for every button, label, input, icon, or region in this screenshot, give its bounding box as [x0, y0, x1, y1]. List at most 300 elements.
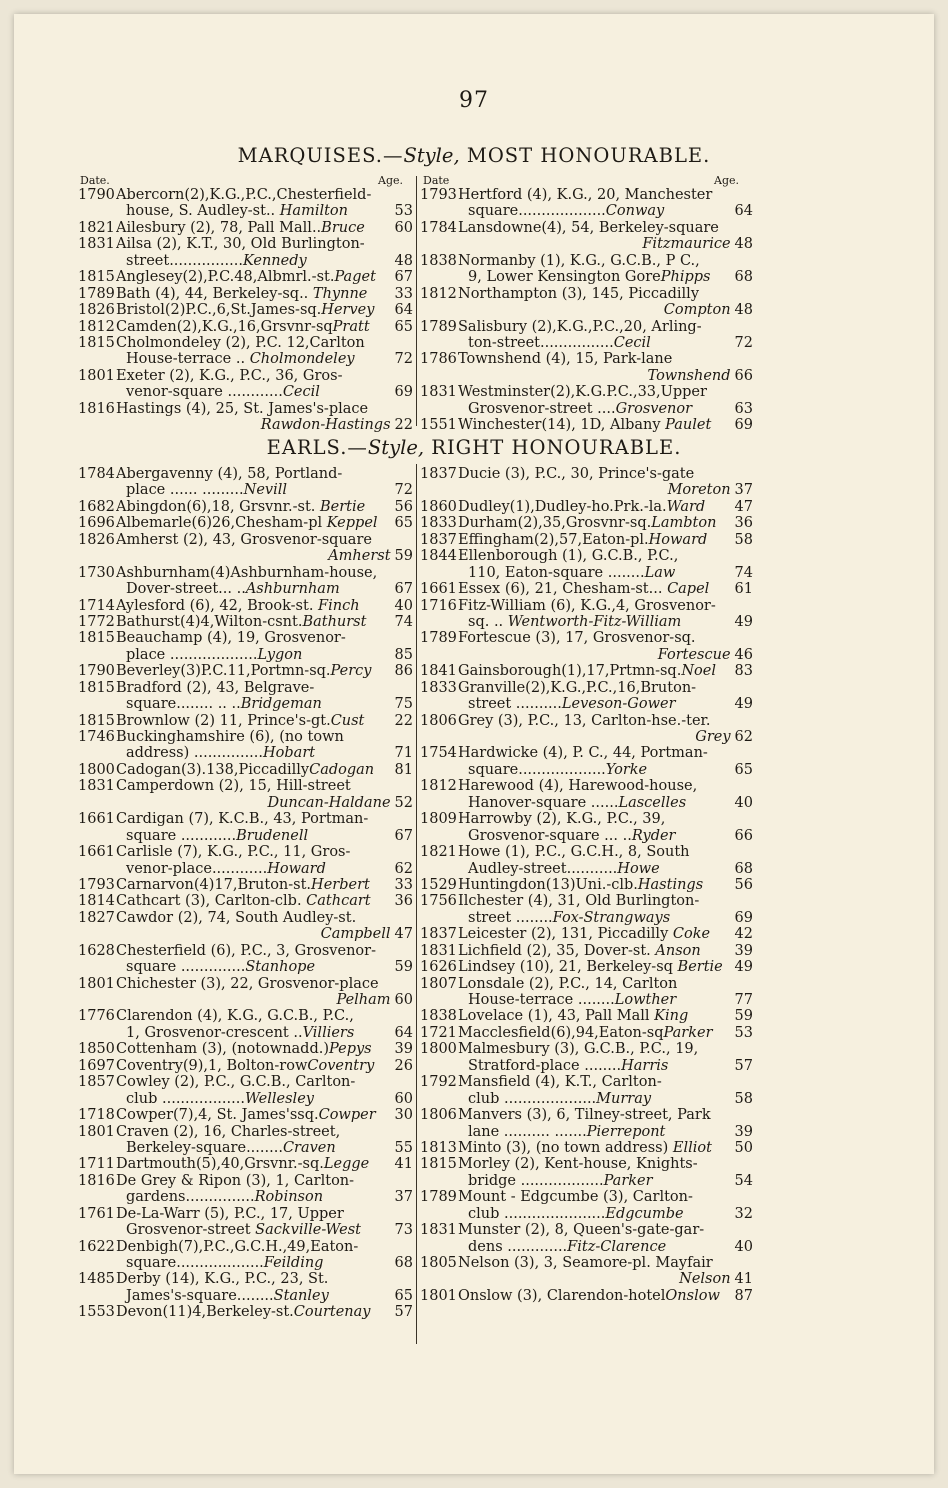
- marquises-style-word: Style,: [403, 144, 460, 167]
- entry-continuation: [420, 910, 753, 926]
- age: 52: [394, 794, 413, 811]
- entry-text: [458, 581, 731, 597]
- entry-line: [420, 745, 753, 761]
- creation-year: 1850: [78, 1041, 115, 1058]
- family-name: Cadogan: [309, 761, 375, 778]
- title-and-address: Beverley(3)P.C.11,Portmn-sq.: [116, 663, 331, 680]
- title-and-address: square...................: [126, 1255, 264, 1271]
- entry-continuation: [420, 236, 753, 252]
- entry-text: [116, 614, 391, 630]
- creation-year: 1682: [78, 498, 115, 515]
- family-name: Villiers: [302, 1024, 355, 1041]
- creation-year: 1838: [420, 1008, 457, 1025]
- age: 85: [394, 646, 413, 663]
- age: 47: [394, 926, 413, 943]
- title-and-address: Dudley(1),Dudley-ho.Prk.-la.: [458, 498, 667, 515]
- entry-line: [78, 499, 413, 515]
- creation-year: 1821: [78, 219, 115, 236]
- age: 55: [394, 1139, 413, 1156]
- title-and-address: Malmesbury (3), G.C.B., P.C., 19,: [458, 1041, 699, 1058]
- entry-text: [116, 1107, 391, 1123]
- creation-year: 1754: [420, 745, 457, 762]
- title-and-address: sq. ..: [468, 613, 508, 630]
- entry-text: [458, 269, 731, 285]
- entry-text: [116, 1156, 391, 1172]
- entry-text: [116, 893, 391, 909]
- entry-continuation: [420, 992, 753, 1008]
- entry-continuation: [78, 828, 413, 844]
- creation-year: 1807: [420, 975, 457, 992]
- entry-text: [458, 351, 749, 367]
- entry-continuation: [420, 647, 753, 663]
- entry-continuation: [78, 384, 413, 400]
- entry-text: [116, 713, 391, 729]
- entry-text: [116, 482, 391, 498]
- entry-continuation: [78, 482, 413, 498]
- entry-line: [78, 877, 413, 893]
- entry-text: [116, 319, 391, 335]
- title-and-address: Hertford (4), K.G., 20, Manchester: [458, 187, 713, 203]
- creation-year: 1661: [78, 811, 115, 828]
- title-and-address: Lansdowne(4), 54, Berkeley-square: [458, 219, 719, 236]
- creation-year: 1815: [78, 679, 115, 696]
- entry-text: [116, 515, 391, 531]
- entry-continuation: [78, 861, 413, 877]
- entry-text: [458, 515, 731, 531]
- family-name: Thynne: [312, 285, 368, 302]
- entry-text: [116, 1239, 409, 1255]
- entry-line: [420, 680, 753, 696]
- title-and-address: Ducie (3), P.C., 30, Prince's-gate: [458, 466, 695, 482]
- entry-line: [78, 762, 413, 778]
- entry-line: [420, 811, 753, 827]
- entry-line: [78, 1058, 413, 1074]
- creation-year: 1806: [420, 1107, 457, 1124]
- entry-line: [420, 1041, 753, 1057]
- family-name: Paulet: [665, 417, 712, 434]
- entry-continuation: [420, 614, 753, 630]
- entry-line: [420, 187, 753, 203]
- entry-line: [78, 844, 413, 860]
- title-and-address: Ashburnham(4)Ashburnham-house,: [116, 564, 378, 581]
- entry-line: [78, 1041, 413, 1057]
- entry-line: [420, 598, 753, 614]
- entry-continuation: [420, 335, 753, 351]
- title-and-address: Audley-street...........: [468, 860, 618, 877]
- entry-text: [458, 499, 731, 515]
- entry-text: [116, 384, 391, 400]
- family-name: Harris: [621, 1057, 669, 1074]
- title-and-address: Fortescue (3), 17, Grosvenor-sq.: [458, 630, 696, 647]
- family-name: Howard: [648, 531, 708, 548]
- entry-text: [458, 663, 731, 679]
- title-and-address: Harrowby (2), K.G., P.C., 39,: [458, 811, 666, 828]
- entry-line: [78, 663, 413, 679]
- title-and-address: Fitz-William (6), K.G.,4, Grosvenor-: [458, 597, 716, 614]
- family-name: Noel: [681, 663, 716, 680]
- creation-year: 1661: [78, 844, 115, 861]
- title-and-address: Nelson (3), 3, Seamore-pl. Mayfair: [458, 1255, 713, 1271]
- title-and-address: venor-square ............: [126, 384, 283, 401]
- family-name: Murray: [596, 1090, 652, 1107]
- age: 74: [394, 613, 413, 630]
- age: 71: [394, 745, 413, 762]
- entry-text: [116, 302, 391, 318]
- entry-text: [458, 1239, 731, 1255]
- entry-continuation: [420, 203, 753, 219]
- column-divider: [416, 176, 417, 426]
- entry-text: [116, 466, 409, 482]
- creation-year: 1827: [78, 909, 115, 926]
- title-and-address: venor-place............: [126, 860, 268, 877]
- title-and-address: street................: [126, 252, 243, 269]
- family-name: Cecil: [282, 384, 320, 401]
- entry-line: [420, 384, 753, 400]
- title-and-address: House-terrace ........: [468, 992, 615, 1008]
- family-name: Hamilton: [279, 203, 348, 220]
- title-and-address: Ilchester (4), 31, Old Burlington-: [458, 893, 700, 910]
- entry-text: [116, 253, 391, 269]
- entry-line: [420, 499, 753, 515]
- entry-text: [458, 844, 749, 860]
- entry-text: [116, 203, 391, 219]
- family-name: Keppel: [326, 515, 378, 532]
- entry-continuation: [420, 861, 753, 877]
- title-and-address: Manvers (3), 6, Tilney-street, Park: [458, 1107, 711, 1124]
- entry-text: [458, 384, 749, 400]
- entry-text: [458, 926, 731, 942]
- entry-text: [458, 910, 731, 926]
- entry-line: [420, 778, 753, 794]
- title-and-address: Grosvenor-street ....: [468, 400, 616, 417]
- entry-text: [116, 1025, 391, 1041]
- family-name: Lygon: [257, 646, 303, 663]
- marquises-honor: MOST HONOURABLE.: [459, 144, 711, 167]
- age: 46: [734, 646, 753, 663]
- creation-year: 1806: [420, 712, 457, 729]
- age: 72: [394, 482, 413, 499]
- entry-text: [116, 565, 409, 581]
- entry-text: [458, 401, 731, 417]
- creation-year: 1831: [420, 384, 457, 401]
- family-name: Pratt: [332, 318, 370, 335]
- family-name: Capel: [667, 581, 710, 598]
- entry-text: [458, 828, 731, 844]
- entry-text: [116, 630, 409, 646]
- entry-line: [78, 335, 413, 351]
- age: 64: [394, 302, 413, 319]
- creation-year: 1814: [78, 893, 115, 910]
- entry-line: [420, 663, 753, 679]
- creation-year: 1809: [420, 811, 457, 828]
- age: 32: [734, 1205, 753, 1222]
- title-and-address: Cholmondeley (2), P.C. 12,Carlton: [116, 334, 365, 351]
- entry-text: [458, 203, 731, 219]
- entry-continuation: [420, 482, 753, 498]
- entry-text: [458, 335, 731, 351]
- age: 60: [394, 992, 413, 1008]
- title-and-address: Coventry(9),1, Bolton-row: [116, 1057, 308, 1074]
- entry-line: [78, 565, 413, 581]
- age: 83: [734, 663, 753, 680]
- entry-text: [458, 368, 731, 384]
- entry-text: [458, 187, 749, 203]
- title-and-address: Grosvenor-street: [126, 1222, 256, 1239]
- age: 65: [394, 515, 413, 532]
- creation-year: 1730: [78, 564, 115, 581]
- creation-year: 1844: [420, 548, 457, 565]
- title-and-address: Buckinghamshire (6), (no town: [116, 729, 344, 745]
- title-and-address: Chesterfield (6), P.C., 3, Grosvenor-: [116, 942, 376, 959]
- title-and-address: 1, Grosvenor-crescent ..: [126, 1024, 303, 1041]
- entry-text: [458, 1140, 731, 1156]
- title-and-address: Bathurst(4)4,Wilton-csnt.: [116, 613, 303, 630]
- age: 75: [394, 696, 413, 713]
- marquises-left-column: [78, 187, 413, 434]
- family-name: Bertie: [320, 498, 366, 515]
- family-name: Legge: [323, 1156, 370, 1173]
- age: 86: [394, 663, 413, 680]
- title-and-address: Abercorn(2),K.G.,P.C.,Chesterfield-: [116, 187, 372, 203]
- creation-year: 1815: [78, 712, 115, 729]
- entry-line: [420, 220, 753, 236]
- age: 48: [394, 252, 413, 269]
- entry-line: [420, 532, 753, 548]
- title-and-address: gardens...............: [126, 1189, 255, 1206]
- creation-year: 1821: [420, 844, 457, 861]
- title-and-address: Denbigh(7),P.C.,G.C.H.,49,Eaton-: [116, 1238, 359, 1255]
- entry-text: [116, 335, 409, 351]
- creation-year: 1776: [78, 1008, 115, 1025]
- title-and-address: Bradford (2), 43, Belgrave-: [116, 679, 315, 696]
- creation-year: 1746: [78, 729, 115, 745]
- title-and-address: Lichfield (2), 35, Dover-st.: [458, 942, 656, 959]
- entry-text: [458, 713, 749, 729]
- age: 49: [734, 959, 753, 976]
- creation-year: 1801: [78, 975, 115, 992]
- creation-year: 1792: [420, 1074, 457, 1091]
- title-and-address: ton-street................: [468, 334, 614, 351]
- title-and-address: Lonsdale (2), P.C., 14, Carlton: [458, 975, 678, 992]
- entry-text: [116, 1255, 391, 1271]
- entry-line: [78, 1156, 413, 1172]
- title-and-address: Howe (1), P.C., G.C.H., 8, South: [458, 844, 690, 861]
- title-and-address: house, S. Audley-st..: [126, 203, 280, 220]
- entry-line: [420, 1288, 753, 1304]
- marquises-right-column: [420, 187, 753, 434]
- age: 33: [394, 285, 413, 302]
- title-and-address: Huntingdon(13)Uni.-clb.: [458, 876, 638, 893]
- title-and-address: Lovelace (1), 43, Pall Mall: [458, 1008, 655, 1025]
- age: 73: [394, 1222, 413, 1239]
- entry-continuation: [78, 203, 413, 219]
- age: 56: [734, 876, 753, 893]
- family-name: Parker: [663, 1024, 713, 1041]
- title-and-address: Ellenborough (1), G.C.B., P.C.,: [458, 548, 679, 565]
- entry-line: [78, 1271, 413, 1287]
- family-name: Cathcart: [306, 893, 371, 910]
- entry-text: [116, 581, 391, 597]
- entry-line: [420, 959, 753, 975]
- age: 42: [734, 926, 753, 943]
- entry-text: [458, 1124, 731, 1140]
- entry-text: [116, 1271, 409, 1287]
- age: 60: [394, 1090, 413, 1107]
- entry-text: [116, 1173, 409, 1189]
- family-name: Sackville-West: [255, 1222, 362, 1239]
- entry-text: [458, 253, 749, 269]
- title-and-address: Chichester (3), 22, Grosvenor-place: [116, 975, 379, 992]
- entry-text: [116, 368, 409, 384]
- title-and-address: Craven (2), 16, Charles-street,: [116, 1123, 341, 1140]
- entry-text: [116, 828, 391, 844]
- age: 59: [394, 548, 413, 565]
- family-name: Duncan-Haldane: [267, 794, 391, 811]
- entry-line: [420, 844, 753, 860]
- age: 65: [734, 761, 753, 778]
- entry-continuation: [420, 762, 753, 778]
- title-and-address: club ..................: [126, 1090, 245, 1107]
- entry-text: [458, 778, 749, 794]
- creation-year: 1841: [420, 663, 457, 680]
- family-name: Bertie: [677, 959, 723, 976]
- entry-continuation: [420, 729, 753, 745]
- age: 30: [394, 1107, 413, 1124]
- entry-line: [78, 401, 413, 417]
- age: 67: [394, 827, 413, 844]
- family-name: Rawdon-Hastings: [260, 417, 391, 434]
- entry-text: [458, 1091, 731, 1107]
- entry-text: [458, 1041, 749, 1057]
- title-and-address: Aylesford (6), 42, Brook-st.: [116, 597, 319, 614]
- age: 64: [734, 203, 753, 220]
- title-and-address: Anglesey(2),P.C.48,Albmrl.-st.: [116, 269, 335, 286]
- title-and-address: Camden(2),K.G.,16,Grsvnr-sq: [116, 318, 333, 335]
- entry-text: [116, 499, 391, 515]
- entry-text: [458, 319, 749, 335]
- creation-year: 1812: [420, 285, 457, 302]
- entry-text: [116, 548, 391, 564]
- creation-year: 1697: [78, 1057, 115, 1074]
- entry-line: [78, 614, 413, 630]
- title-and-address: De Grey & Ripon (3), 1, Carlton-: [116, 1172, 355, 1189]
- entry-line: [420, 1255, 753, 1271]
- title-and-address: bridge ..................: [468, 1172, 604, 1189]
- creation-year: 1801: [78, 367, 115, 384]
- entry-continuation: [78, 795, 413, 811]
- creation-year: 1789: [78, 285, 115, 302]
- title-and-address: Bristol(2)P.C.,6,St.James-sq.: [116, 302, 322, 319]
- title-and-address: Durham(2),35,Grosvnr-sq.: [458, 515, 652, 532]
- entry-line: [420, 1189, 753, 1205]
- title-and-address: Granville(2),K.G.,P.C.,16,Bruton-: [458, 679, 697, 696]
- family-name: Fortescue: [657, 646, 731, 663]
- family-name: Paget: [334, 269, 376, 286]
- entry-text: [116, 417, 391, 433]
- entry-text: [116, 992, 391, 1008]
- age: 72: [394, 351, 413, 368]
- family-name: Cholmondeley: [249, 351, 355, 368]
- creation-year: 1833: [420, 515, 457, 532]
- page-number: 97: [459, 88, 489, 113]
- entry-text: [116, 762, 391, 778]
- entry-continuation: [78, 696, 413, 712]
- entry-text: [458, 976, 749, 992]
- title-and-address: Onslow (3), Clarendon-hotel: [458, 1287, 666, 1304]
- family-name: Bruce: [321, 219, 365, 236]
- entry-text: [116, 1304, 391, 1320]
- title-and-address: Mount - Edgcumbe (3), Carlton-: [458, 1189, 693, 1206]
- creation-year: 1801: [78, 1123, 115, 1140]
- title-and-address: Essex (6), 21, Chesham-st...: [458, 581, 668, 598]
- creation-year: 1800: [420, 1041, 457, 1058]
- title-and-address: Ailsa (2), K.T., 30, Old Burlington-: [116, 236, 365, 253]
- creation-year: 1815: [78, 334, 115, 351]
- entry-text: [458, 1156, 749, 1172]
- entry-text: [458, 482, 731, 498]
- age: 48: [734, 236, 753, 253]
- family-name: Cowper: [318, 1107, 376, 1124]
- creation-year: 1800: [78, 761, 115, 778]
- title-and-address: Gainsborough(1),17,Prtmn-sq.: [458, 663, 682, 680]
- entry-text: [116, 1288, 391, 1304]
- entry-line: [420, 515, 753, 531]
- age: 48: [734, 302, 753, 319]
- title-and-address: 110, Eaton-square ........: [468, 564, 645, 581]
- entry-line: [78, 1124, 413, 1140]
- creation-year: 1805: [420, 1255, 457, 1271]
- title-and-address: Leicester (2), 131, Piccadilly: [458, 926, 673, 943]
- family-name: Parker: [603, 1172, 653, 1189]
- age: 53: [734, 1024, 753, 1041]
- age: 69: [734, 909, 753, 926]
- family-name: Lambton: [651, 515, 717, 532]
- entry-line: [78, 893, 413, 909]
- entry-continuation: [78, 745, 413, 761]
- title-and-address: address) ...............: [126, 745, 264, 762]
- entry-text: [458, 943, 731, 959]
- title-and-address: Lindsey (10), 21, Berkeley-sq: [458, 959, 678, 976]
- title-and-address: Exeter (2), K.G., P.C., 36, Gros-: [116, 367, 343, 384]
- entry-continuation: [420, 565, 753, 581]
- age: 40: [734, 794, 753, 811]
- age: 74: [734, 564, 753, 581]
- title-and-address: square........ .. ..: [126, 696, 241, 713]
- entry-continuation: [420, 1091, 753, 1107]
- title-and-address: Ailesbury (2), 78, Pall Mall..: [116, 219, 322, 236]
- age: 57: [394, 1304, 413, 1321]
- family-name: Fitz-Clarence: [567, 1238, 667, 1255]
- earls-right-column: [420, 466, 753, 1304]
- column-divider: [416, 464, 417, 1344]
- entry-text: [116, 1041, 391, 1057]
- family-name: Wentworth-Fitz-William: [507, 613, 682, 630]
- age: 58: [734, 531, 753, 548]
- family-name: Herbert: [311, 876, 370, 893]
- entry-text: [116, 269, 391, 285]
- creation-year: 1831: [420, 1222, 457, 1239]
- entry-text: [458, 1107, 749, 1123]
- earls-title: EARLS.—: [266, 436, 368, 459]
- entry-line: [78, 1008, 413, 1024]
- entry-continuation: [420, 1239, 753, 1255]
- col-age-left: Age.: [378, 174, 403, 187]
- age: 37: [394, 1189, 413, 1206]
- entry-text: [458, 959, 731, 975]
- family-name: Amherst: [328, 548, 391, 565]
- entry-continuation: [78, 253, 413, 269]
- family-name: Stanhope: [245, 959, 316, 976]
